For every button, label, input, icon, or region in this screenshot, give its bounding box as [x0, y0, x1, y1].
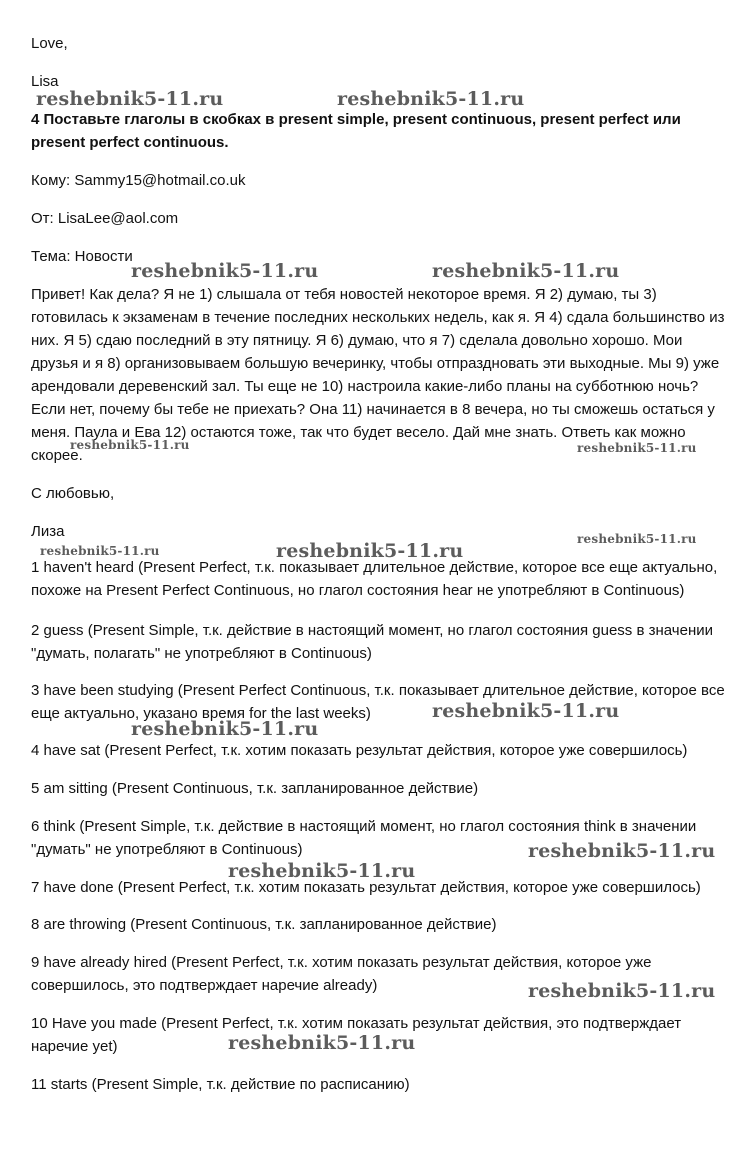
- answer-item: 7 have done (Present Perfect, т.к. хотим показать результат действия, которое уже совершилось): [31, 879, 701, 896]
- watermark: reshebnik5-11.ru: [577, 532, 697, 546]
- watermark: reshebnik5-11.ru: [36, 88, 224, 110]
- answer-item: 3 have been studying (Present Perfect Continuous, т.к. показывает длительное действие, которое все еще актуально, указано время for the last weeks): [31, 682, 725, 722]
- letter-signature: Lisa: [31, 73, 59, 90]
- email-closing: С любовью,: [31, 485, 115, 502]
- email-signature: Лиза: [31, 523, 65, 540]
- task-title: 4 Поставьте глаголы в скобках в present simple, present continuous, present perfect или present perfect continuous.: [31, 111, 681, 151]
- watermark: reshebnik5-11.ru: [432, 700, 620, 722]
- watermark: reshebnik5-11.ru: [228, 1032, 416, 1054]
- email-subject: Тема: Новости: [31, 248, 133, 265]
- watermark: reshebnik5-11.ru: [228, 860, 416, 882]
- answer-item: 5 am sitting (Present Continuous, т.к. запланированное действие): [31, 780, 479, 797]
- answer-item: 6 think (Present Simple, т.к. действие в настоящий момент, но глагол состояния think в значении "думать" не употребляют в Continuous): [31, 818, 697, 858]
- answer-item: 10 Have you made (Present Perfect, т.к. хотим показать результат действия, это подтверждает наречие yet): [31, 1015, 682, 1055]
- watermark: reshebnik5-11.ru: [528, 840, 716, 862]
- watermark: reshebnik5-11.ru: [337, 88, 525, 110]
- watermark: reshebnik5-11.ru: [432, 260, 620, 282]
- watermark: reshebnik5-11.ru: [131, 718, 319, 740]
- answer-item: 1 haven't heard (Present Perfect, т.к. показывает длительное действие, которое все еще актуально, похоже на Present Perfect Continuous, но глагол состояния hear не употребляют в Continuous): [31, 559, 718, 599]
- answer-item: 11 starts (Present Simple, т.к. действие по расписанию): [31, 1076, 410, 1093]
- watermark: reshebnik5-11.ru: [70, 438, 190, 452]
- watermark: reshebnik5-11.ru: [276, 540, 464, 562]
- email-body: Привет! Как дела? Я не 1) слышала от тебя новостей некоторое время. Я 2) думаю, ты 3) готовилась к экзаменам в течение последних нескольких недель, как я. Я 4) сдала большинство из них. Я 5) сдаю последний в эту пятницу. Я 6) думаю, что я 7) сделала довольно хорошо. Мои друзья и я 8) организовываем большую вечеринку, чтобы отпраздновать эти выходные. Мы 9) уже арендовали деревенский зал. Ты еще не 10) настроила какие-либо планы на субботнюю ночь? Если нет, почему бы тебе не приехать? Она 11) начинается в 8 вечера, но ты сможешь остаться у меня. Паула и Ева 12) остаются тоже, так что будет весело. Дай мне знать. Ответь как можно скорее.: [31, 286, 725, 464]
- watermark: reshebnik5-11.ru: [131, 260, 319, 282]
- watermark: reshebnik5-11.ru: [40, 544, 160, 558]
- watermark: reshebnik5-11.ru: [528, 980, 716, 1002]
- email-to: Кому: Sammy15@hotmail.co.uk: [31, 172, 246, 189]
- email-from: От: LisaLee@aol.com: [31, 210, 179, 227]
- answer-item: 2 guess (Present Simple, т.к. действие в настоящий момент, но глагол состояния guess в значении "думать, полагать" не употребляют в Continuous): [31, 622, 713, 662]
- watermark: reshebnik5-11.ru: [577, 441, 697, 455]
- answer-item: 8 are throwing (Present Continuous, т.к. запланированное действие): [31, 916, 497, 933]
- answer-item: 4 have sat (Present Perfect, т.к. хотим показать результат действия, которое уже совершилось): [31, 742, 688, 759]
- answer-item: 9 have already hired (Present Perfect, т.к. хотим показать результат действия, которое уже совершилось, это подтверждает наречие already): [31, 954, 652, 994]
- letter-closing: Love,: [31, 35, 68, 52]
